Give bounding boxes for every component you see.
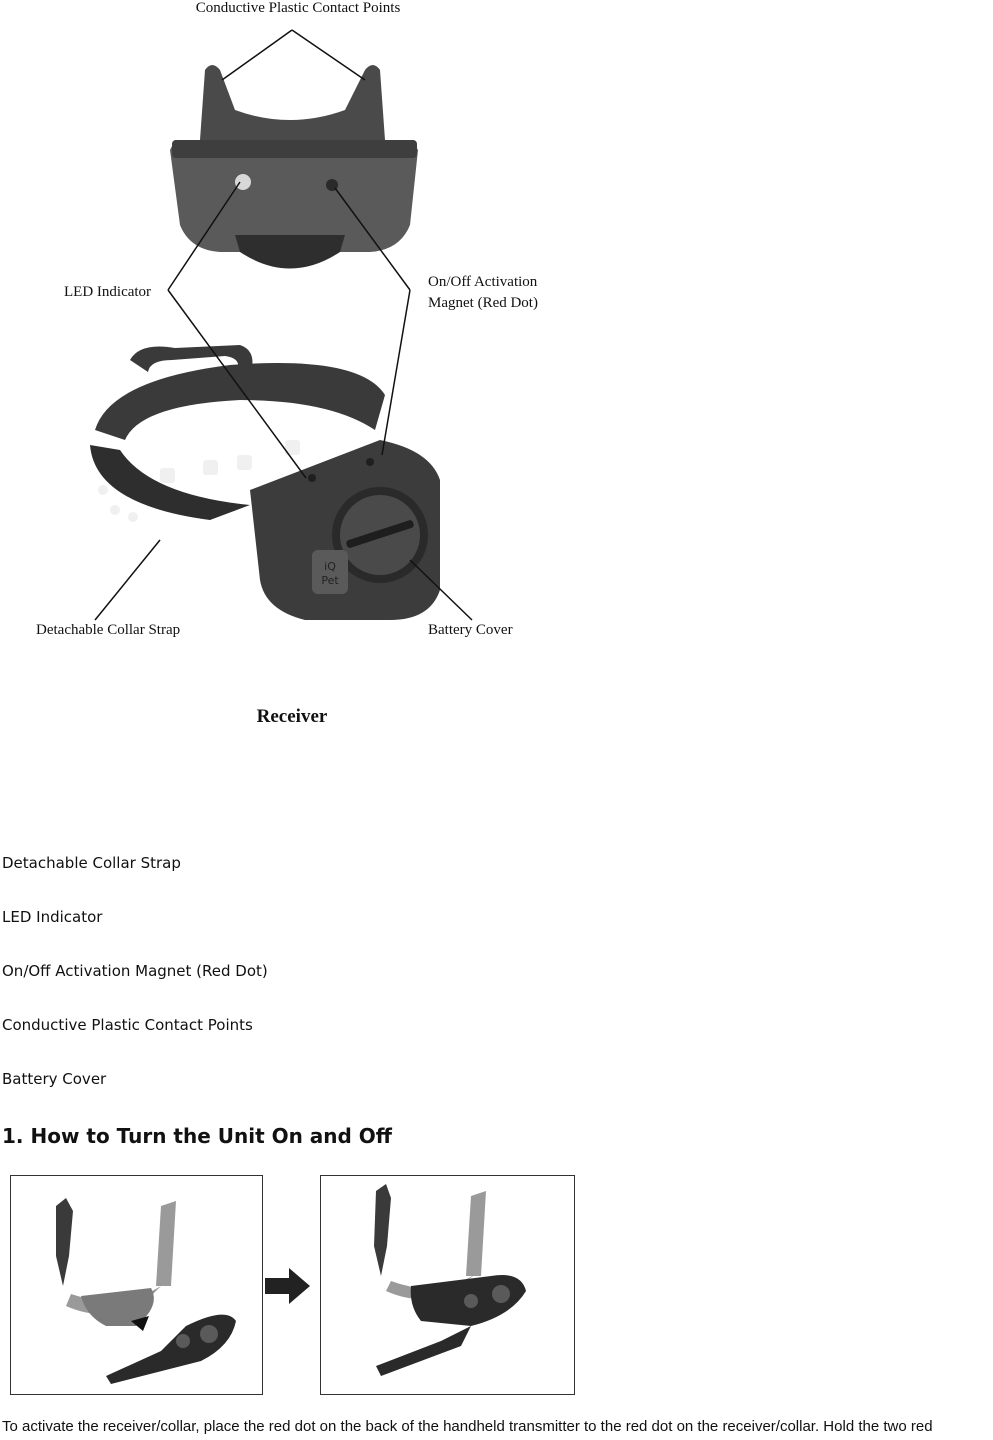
receiver-unit-back — [170, 65, 418, 269]
photo-after-illustration — [321, 1176, 574, 1394]
photo-after — [320, 1175, 575, 1395]
list-item: Detachable Collar Strap — [2, 854, 181, 872]
list-item: Battery Cover — [2, 1070, 107, 1088]
photo-before-illustration — [11, 1176, 262, 1394]
list-item: Conductive Plastic Contact Points — [2, 1016, 253, 1034]
callout-magnet-line2: Magnet (Red Dot) — [428, 295, 538, 311]
callout-led: LED Indicator — [64, 284, 152, 300]
instructions-paragraph: To activate the receiver/collar, place the red dot on the back of the handheld transmitter to the red dot on the receiver/collar. Hold the two red — [2, 1418, 933, 1435]
figure-title: Receiver — [256, 706, 328, 727]
callout-strap: Detachable Collar Strap — [36, 622, 181, 638]
list-item: On/Off Activation Magnet (Red Dot) — [2, 962, 268, 980]
photo-before — [10, 1175, 263, 1395]
device-logo-sub: Pet — [321, 574, 339, 587]
arrow-right-icon — [265, 1268, 310, 1304]
callout-magnet-line1: On/Off Activation — [428, 274, 538, 290]
callout-contact-points: Conductive Plastic Contact Points — [195, 0, 401, 16]
device-logo: iQ — [324, 560, 336, 573]
callout-battery: Battery Cover — [428, 622, 513, 638]
list-item: LED Indicator — [2, 908, 103, 926]
parts-list — [2, 852, 268, 1122]
section-title: 1. How to Turn the Unit On and Off — [2, 1124, 393, 1148]
collar-assembly — [90, 345, 440, 620]
